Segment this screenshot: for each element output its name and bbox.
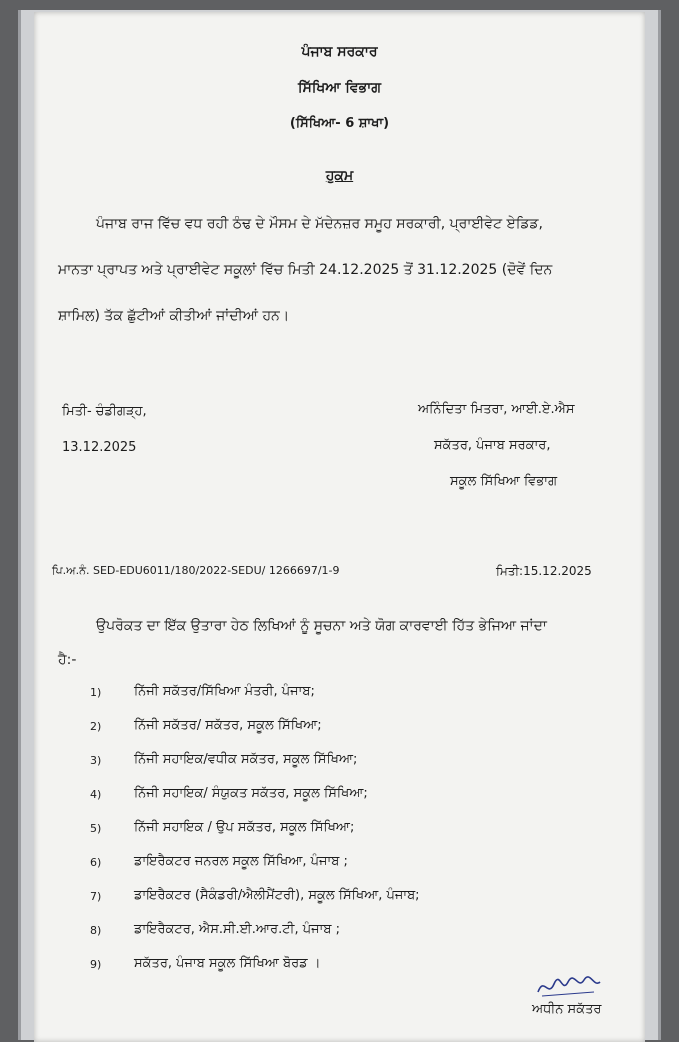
- order-body-line-2: ਮਾਨਤਾ ਪ੍ਰਾਪਤ ਅਤੇ ਪ੍ਰਾਈਵੇਟ ਸਕੂਲਾਂ ਵਿੱਚ ਮਿਤੀ 24.12.2025 ਤੋਂ 31.12.2025 (ਦੋਵੇਂ ਦਿਨ: [58, 262, 553, 278]
- list-item-label: ਡਾਇਰੈਕਟਰ (ਸੈਕੰਡਰੀ/ਐਲੀਮੈਂਟਰੀ), ਸਕੂਲ ਸਿੱਖਿਆ, ਪੰਜਾਬ;: [134, 888, 420, 903]
- list-item-number: 2): [90, 720, 102, 733]
- signatory-designation: ਸਕੱਤਰ, ਪੰਜਾਬ ਸਰਕਾਰ,: [434, 438, 551, 453]
- list-item-label: ਨਿੱਜੀ ਸਕੱਤਰ/ ਸਕੱਤਰ, ਸਕੂਲ ਸਿੱਖਿਆ;: [134, 718, 322, 733]
- forward-text-line-1: ਉਪਰੋਕਤ ਦਾ ਇੱਕ ਉਤਾਰਾ ਹੇਠ ਲਿਖਿਆਂ ਨੂੰ ਸੂਚਨਾ ਅਤੇ ਯੋਗ ਕਾਰਵਾਈ ਹਿੱਤ ਭੇਜਿਆ ਜਾਂਦਾ: [96, 618, 547, 634]
- place-label: ਮਿਤੀ- ਚੰਡੀਗੜ੍ਹ,: [62, 404, 147, 419]
- forward-text-line-2: ਹੈ:-: [58, 652, 77, 668]
- order-body-line-1: ਪੰਜਾਬ ਰਾਜ ਵਿੱਚ ਵਧ ਰਹੀ ਠੰਢ ਦੇ ਮੌਸਮ ਦੇ ਮੱਦੇਨਜ਼ਰ ਸਮੂਹ ਸਰਕਾਰੀ, ਪ੍ਰਾਈਵੇਟ ਏਡਿਡ,: [96, 216, 543, 232]
- list-item-label: ਡਾਇਰੈਕਟਰ, ਐਸ.ਸੀ.ਈ.ਆਰ.ਟੀ, ਪੰਜਾਬ ;: [134, 922, 340, 937]
- memo-number: ਪਿ.ਅ.ਨੰ. SED-EDU6011/180/2022-SEDU/ 1266697/1-9: [52, 564, 340, 577]
- header-department: ਸਿੱਖਿਆ ਵਿਭਾਗ: [298, 80, 381, 96]
- list-item-number: 6): [90, 856, 102, 869]
- list-item-number: 1): [90, 686, 102, 699]
- order-title: ਹੁਕਮ: [325, 168, 354, 184]
- list-item-number: 8): [90, 924, 102, 937]
- handwritten-signature: [534, 972, 604, 1002]
- order-body-line-3: ਸ਼ਾਮਿਲ) ਤੱਕ ਛੁੱਟੀਆਂ ਕੀਤੀਆਂ ਜਾਂਦੀਆਂ ਹਨ।: [58, 308, 290, 324]
- header-government: ਪੰਜਾਬ ਸਰਕਾਰ: [301, 44, 378, 60]
- list-item-label: ਨਿੱਜੀ ਸਕੱਤਰ/ਸਿੱਖਿਆ ਮੰਤਰੀ, ਪੰਜਾਬ;: [134, 684, 315, 699]
- list-item-number: 3): [90, 754, 102, 767]
- header-branch: (ਸਿੱਖਿਆ- 6 ਸ਼ਾਖਾ): [289, 116, 390, 131]
- list-item-label: ਸਕੱਤਰ, ਪੰਜਾਬ ਸਕੂਲ ਸਿੱਖਿਆ ਬੋਰਡ ।: [134, 956, 321, 971]
- order-document: [34, 12, 645, 1042]
- order-date: 13.12.2025: [62, 440, 137, 455]
- list-item-number: 4): [90, 788, 102, 801]
- list-item-number: 5): [90, 822, 102, 835]
- list-item-label: ਨਿੱਜੀ ਸਹਾਇਕ / ਉਪ ਸਕੱਤਰ, ਸਕੂਲ ਸਿੱਖਿਆ;: [134, 820, 355, 835]
- list-item-label: ਨਿੱਜੀ ਸਹਾਇਕ/ ਸੰਯੁਕਤ ਸਕੱਤਰ, ਸਕੂਲ ਸਿੱਖਿਆ;: [134, 786, 368, 801]
- list-item-label: ਡਾਇਰੈਕਟਰ ਜਨਰਲ ਸਕੂਲ ਸਿੱਖਿਆ, ਪੰਜਾਬ ;: [134, 854, 348, 869]
- closing-title: ਅਧੀਨ ਸਕੱਤਰ: [532, 1002, 602, 1017]
- list-item-label: ਨਿੱਜੀ ਸਹਾਇਕ/ਵਧੀਕ ਸਕੱਤਰ, ਸਕੂਲ ਸਿੱਖਿਆ;: [134, 752, 358, 767]
- list-item-number: 7): [90, 890, 102, 903]
- list-item-number: 9): [90, 958, 102, 971]
- signatory-name: ਅਨਿੰਦਿਤਾ ਮਿਤਰਾ, ਆਈ.ਏ.ਐਸ: [418, 402, 575, 417]
- memo-date: ਮਿਤੀ:15.12.2025: [496, 564, 592, 578]
- signatory-department: ਸਕੂਲ ਸਿੱਖਿਆ ਵਿਭਾਗ: [450, 474, 558, 489]
